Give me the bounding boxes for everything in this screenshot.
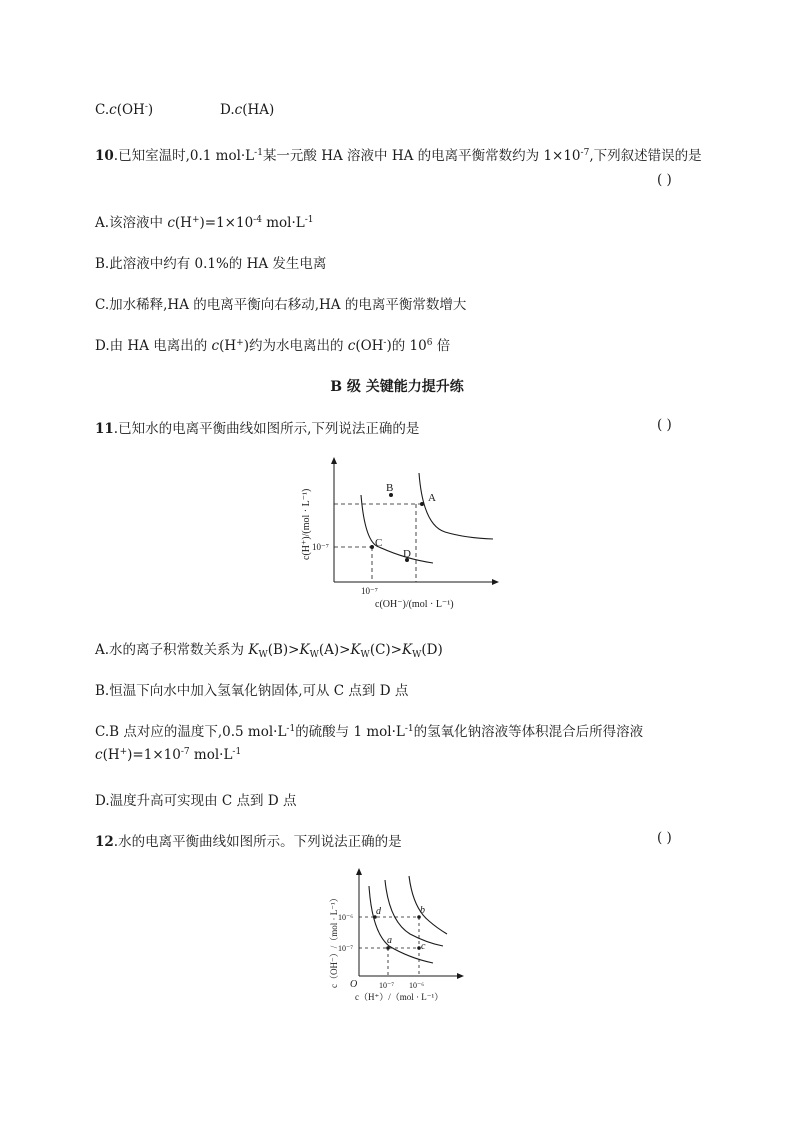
label-b: b <box>420 905 425 916</box>
label-c: c <box>421 941 426 952</box>
q10-option-c: C.加水稀释,HA 的电离平衡向右移动,HA 的电离平衡常数增大 <box>95 297 467 313</box>
point-a <box>386 946 390 950</box>
label-d: d <box>376 906 381 917</box>
isotherm-high <box>409 876 447 934</box>
q10-option-d: D.由 HA 电离出的 c(H+)约为水电离出的 c(OH-)的 $10^6$ 倍 <box>95 338 451 354</box>
q9-option-d: D.c(HA) <box>220 102 275 118</box>
x-axis-arrow-icon <box>492 579 499 585</box>
section-heading-b: B 级 关键能力提升练 <box>330 379 464 395</box>
y-axis-label: c（OH⁻）/（mol · L⁻¹） <box>329 893 339 988</box>
y-axis-arrow-icon <box>331 457 337 464</box>
y-tick-high: 10⁻⁶ <box>338 913 354 922</box>
x-tick-label: 10⁻⁷ <box>361 586 378 596</box>
q11-figure <box>295 455 500 615</box>
x-axis-label: c（H⁺）/（mol · L⁻¹） <box>355 992 444 1002</box>
point-c <box>370 545 374 549</box>
q12-figure <box>325 866 475 1006</box>
q10-answer-paren: ( ) <box>657 172 672 188</box>
label-b: B <box>386 482 394 494</box>
x-tick-high: 10⁻⁶ <box>409 981 425 990</box>
label-c: C <box>375 537 383 549</box>
x-axis-arrow-icon <box>457 973 464 979</box>
label-d: D <box>403 548 411 560</box>
q10-option-b: B.此溶液中约有 0.1%的 HA 发生电离 <box>95 256 327 272</box>
q10-stem: 10.已知室温时,0.1 $mol\cdot L^{-1}$某一元酸 HA 溶液中 HA 的电离平衡常数约为 $1\times 10^{-7}$,下列叙述错误的是 <box>95 148 702 164</box>
q11-answer-paren: ( ) <box>657 417 672 433</box>
point-a <box>420 502 424 506</box>
q11-option-b: B.恒温下向水中加入氢氧化钠固体,可从 C 点到 D 点 <box>95 683 409 699</box>
isotherm-high <box>419 473 493 539</box>
label-a: a <box>387 935 392 946</box>
label-a: A <box>428 492 436 504</box>
y-axis-arrow-icon <box>356 868 362 875</box>
q11-option-a: A.水的离子积常数关系为 $K_W(B)>K_W(A)>K_W(C)>K_W(D)$ <box>95 642 443 660</box>
q10-option-a: A.该溶液中 $c(H^+)=1\times 10^{-4}$ $mol\cdot L^{-1}$ <box>95 215 314 231</box>
q11-option-c-line2: $c(H^+)=1\times 10^{-7}$ $mol\cdot L^{-1}$ <box>95 747 242 763</box>
origin-label: O <box>350 979 358 990</box>
q11-stem: 11.已知水的电离平衡曲线如图所示,下列说法正确的是 <box>95 421 420 437</box>
y-tick-label: 10⁻⁷ <box>312 542 329 552</box>
y-tick-low: 10⁻⁷ <box>338 944 354 953</box>
x-tick-low: 10⁻⁷ <box>379 981 395 990</box>
q9-option-c: C.c(OH-) <box>95 102 154 118</box>
q12-stem: 12.水的电离平衡曲线如图所示。下列说法正确的是 <box>95 834 402 850</box>
q11-option-c-line1: C.B 点对应的温度下,0.5 $mol\cdot L^{-1}$的硫酸与 1 $mol\cdot L^{-1}$的氢氧化钠溶液等体积混合后所得溶液 <box>95 724 644 740</box>
q12-answer-paren: ( ) <box>657 830 672 846</box>
x-axis-label: c(OH⁻)/(mol · L⁻¹) <box>375 599 454 610</box>
isotherm-mid <box>385 880 443 946</box>
y-axis-label: c(H⁺)/(mol · L⁻¹) <box>301 488 312 560</box>
q11-option-d: D.温度升高可实现由 C 点到 D 点 <box>95 793 297 809</box>
